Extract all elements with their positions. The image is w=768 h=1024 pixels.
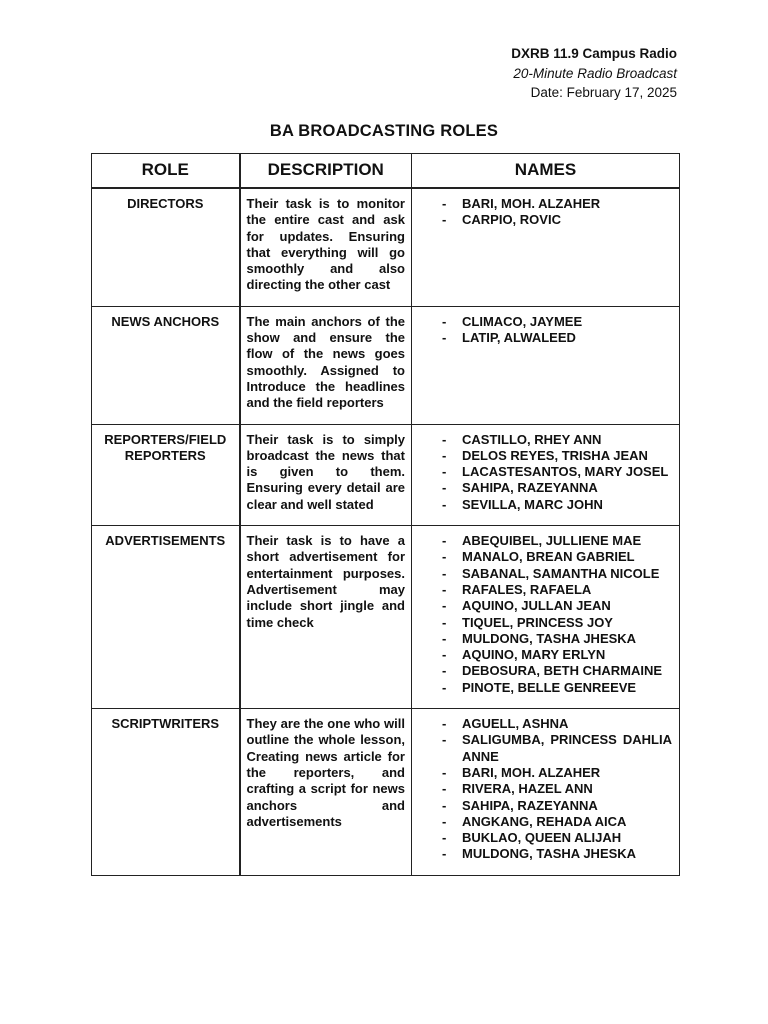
list-item (420, 647, 672, 663)
document-header (511, 44, 677, 103)
role-cell: NEWS ANCHORS (92, 306, 240, 424)
description-cell: The main anchors of the show and ensure the flow of the news goes smoothly. Assigned to Introduce the headlines and the field reporters (240, 306, 412, 424)
list-item (420, 765, 672, 781)
table-row (92, 188, 680, 306)
member-name: CLIMACO, JAYMEE (462, 313, 583, 329)
bullet-dash: - (442, 313, 447, 329)
list-item (420, 781, 672, 797)
column-header-names: NAMES (412, 154, 680, 189)
table-row (92, 526, 680, 709)
description-cell: Their task is to simply broadcast the news that is given to them. Ensuring every detail are clear and well stated (240, 424, 412, 525)
bullet-dash: - (442, 647, 447, 663)
bullet-dash: - (442, 764, 447, 780)
name-list (420, 196, 672, 229)
member-name: SEVILLA, MARC JOHN (462, 496, 603, 512)
bullet-dash: - (442, 830, 447, 846)
list-item (420, 798, 672, 814)
list-item (420, 464, 672, 480)
member-name: SAHIPA, RAZEYANNA (462, 797, 598, 813)
list-item (420, 533, 672, 549)
member-name: ANGKANG, REHADA AICA (462, 813, 627, 829)
document-title: BA BROADCASTING ROLES (269, 122, 499, 140)
table-row (92, 424, 680, 525)
description-cell: They are the one who will outline the whole lesson, Creating news article for the reporters, and crafting a script for news anchors and advertisements (240, 709, 412, 876)
bullet-dash: - (442, 431, 447, 447)
bullet-dash: - (442, 496, 447, 512)
name-list (420, 432, 672, 513)
bullet-dash: - (442, 732, 447, 748)
bullet-dash: - (442, 464, 447, 480)
bullet-dash: - (442, 581, 447, 597)
bullet-dash: - (442, 716, 447, 732)
roles-table-body (92, 188, 680, 875)
member-name: LACASTESANTOS, MARY JOSEL (462, 464, 669, 480)
list-item (420, 480, 672, 496)
role-cell: ADVERTISEMENTS (92, 526, 240, 709)
member-name: PINOTE, BELLE GENREEVE (462, 679, 637, 695)
bullet-dash: - (442, 813, 447, 829)
description-cell: Their task is to monitor the entire cast and ask for updates. Ensuring that everything will go smoothly and also directing the other cast (240, 188, 412, 306)
member-name: AGUELL, ASHNA (462, 716, 569, 732)
names-cell (412, 424, 680, 525)
bullet-dash: - (442, 663, 447, 679)
list-item (420, 615, 672, 631)
bullet-dash: - (442, 797, 447, 813)
list-item (420, 680, 672, 696)
member-name: TIQUEL, PRINCESS JOY (462, 614, 613, 630)
list-item (420, 314, 672, 330)
list-item (420, 448, 672, 464)
list-item (420, 566, 672, 582)
role-cell: REPORTERS/FIELD REPORTERS (92, 424, 240, 525)
table-header-row (92, 154, 680, 189)
name-list (420, 314, 672, 347)
role-cell: DIRECTORS (92, 188, 240, 306)
table-row (92, 709, 680, 876)
names-cell (412, 188, 680, 306)
bullet-dash: - (442, 480, 447, 496)
member-name: LATIP, ALWALEED (462, 330, 576, 346)
list-item (420, 196, 672, 212)
member-name: SALIGUMBA, PRINCESS DAHLIA ANNE (462, 732, 672, 764)
bullet-dash: - (442, 565, 447, 581)
list-item (420, 732, 672, 765)
list-item (420, 631, 672, 647)
list-item (420, 814, 672, 830)
list-item (420, 598, 672, 614)
bullet-dash: - (442, 679, 447, 695)
bullet-dash: - (442, 533, 447, 549)
bullet-dash: - (442, 196, 447, 211)
member-name: MANALO, BREAN GABRIEL (462, 549, 635, 565)
member-name: BARI, MOH. ALZAHER (462, 196, 601, 211)
bullet-dash: - (442, 781, 447, 797)
member-name: DEBOSURA, BETH CHARMAINE (462, 663, 663, 679)
member-name: SABANAL, SAMANTHA NICOLE (462, 565, 660, 581)
member-name: RAFALES, RAFAELA (462, 581, 592, 597)
member-name: BARI, MOH. ALZAHER (462, 764, 601, 780)
member-name: MULDONG, TASHA JHESKA (462, 630, 637, 646)
member-name: BUKLAO, QUEEN ALIJAH (462, 830, 622, 846)
names-cell (412, 526, 680, 709)
broadcast-format: 20-Minute Radio Broadcast (513, 65, 677, 81)
list-item (420, 716, 672, 732)
bullet-dash: - (442, 630, 447, 646)
member-name: ABEQUIBEL, JULLIENE MAE (462, 533, 642, 549)
member-name: RIVERA, HAZEL ANN (462, 781, 593, 797)
list-item (420, 663, 672, 679)
description-cell: Their task is to have a short advertisement for entertainment purposes. Advertisement may include short jingle and time check (240, 526, 412, 709)
member-name: SAHIPA, RAZEYANNA (462, 480, 598, 496)
member-name: CASTILLO, RHEY ANN (462, 431, 602, 447)
bullet-dash: - (442, 212, 447, 228)
column-header-role: ROLE (92, 154, 240, 189)
list-item (420, 582, 672, 598)
column-header-description: DESCRIPTION (240, 154, 412, 189)
broadcast-date: Date: February 17, 2025 (530, 85, 677, 100)
bullet-dash: - (442, 549, 447, 565)
table-row (92, 306, 680, 424)
bullet-dash: - (442, 846, 447, 862)
bullet-dash: - (442, 598, 447, 614)
roles-table (91, 153, 680, 876)
list-item (420, 330, 672, 346)
member-name: MULDONG, TASHA JHESKA (462, 846, 637, 862)
list-item (420, 830, 672, 846)
bullet-dash: - (442, 614, 447, 630)
list-item (420, 497, 672, 513)
member-name: AQUINO, MARY ERLYN (462, 647, 606, 663)
member-name: AQUINO, JULLAN JEAN (462, 598, 611, 614)
bullet-dash: - (442, 447, 447, 463)
name-list (420, 533, 672, 696)
list-item (420, 212, 672, 228)
name-list (420, 716, 672, 863)
names-cell (412, 306, 680, 424)
list-item (420, 846, 672, 862)
station-name: DXRB 11.9 Campus Radio (511, 46, 677, 61)
member-name: DELOS REYES, TRISHA JEAN (462, 447, 648, 463)
member-name: CARPIO, ROVIC (462, 212, 561, 228)
role-cell: SCRIPTWRITERS (92, 709, 240, 876)
names-cell (412, 709, 680, 876)
bullet-dash: - (442, 330, 447, 346)
list-item (420, 432, 672, 448)
list-item (420, 549, 672, 565)
